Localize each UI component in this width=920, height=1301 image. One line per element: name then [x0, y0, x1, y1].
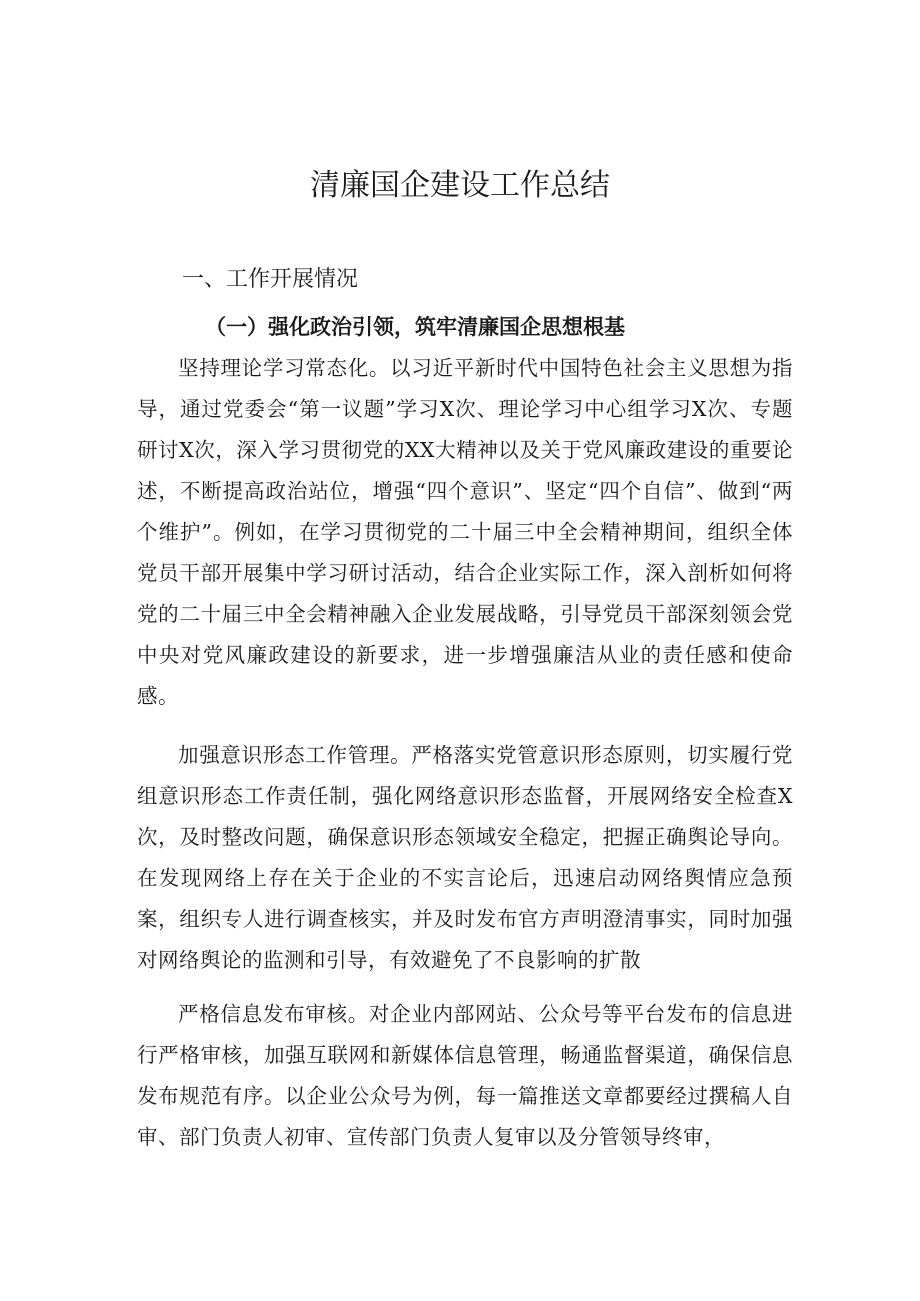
paragraph-theory-study: 坚持理论学习常态化。以习近平新时代中国特色社会主义思想为指导，通过党委会“第一议题”学习X次、理论学习中心组学习X次、专题研讨X次，深入学习贯彻党的XX大精神以及关于党风廉政建设的重要论述，不断提高政治站位，增强“四个意识”、坚定“四个自信”、做到“两个维护”。例如，在学习贯彻党的二十届三中全会精神期间，组织全体党员干部开展集中学习研讨活动，结合企业实际工作，深入剖析如何将党的二十届三中全会精神融入企业发展战略，引导党员干部深刻领会党中央对党风廉政建设的新要求，进一步增强廉洁从业的责任感和使命感。	[137, 356, 793, 708]
paragraph-ideology-management: 加强意识形态工作管理。严格落实党管意识形态原则，切实履行党组意识形态工作责任制，强化网络意识形态监督，开展网络安全检查X次，及时整改问题，确保意识形态领域安全稳定，把握正确舆论导向。在发现网络上存在关于企业的不实言论后，迅速启动网络舆情应急预案，组织专人进行调查核实，并及时发布官方声明澄清事实，同时加强对网络舆论的监测和引导，有效避免了不良影响的扩散	[137, 743, 793, 972]
subsection-heading: （一）强化政治引领，筑牢清廉国企思想根基	[205, 315, 625, 339]
section-heading: 一、工作开展情况	[182, 267, 359, 292]
paragraph-information-review: 严格信息发布审核。对企业内部网站、公众号等平台发布的信息进行严格审核，加强互联网和新媒体信息管理，畅通监督渠道，确保信息发布规范有序。以企业公众号为例，每一篇推送文章都要经过撰稿人自审、部门负责人初审、宣传部门负责人复审以及分管领导终审，	[137, 1002, 793, 1149]
document-title: 清廉国企建设工作总结	[310, 168, 610, 203]
